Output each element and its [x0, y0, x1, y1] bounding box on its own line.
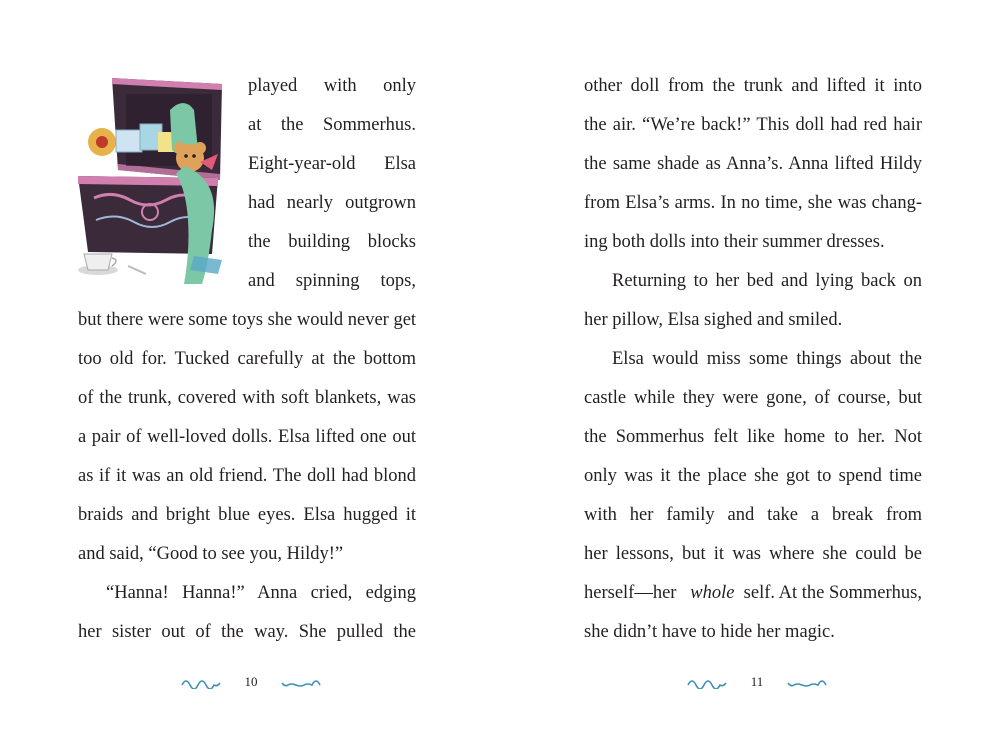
text-line: the Sommerhus felt like home to her. Not	[584, 427, 922, 447]
text-line: played with only	[248, 76, 416, 96]
left-page	[78, 0, 416, 735]
text-line: only was it the place she got to spend time	[584, 466, 922, 486]
text-line: with her family and take a break from	[584, 505, 922, 525]
text-line: she didn’t have to hide her magic.	[584, 622, 835, 642]
text-line: the building blocks	[248, 232, 416, 252]
text-line: and said, “Good to see you, Hildy!”	[78, 544, 344, 564]
text-line: of the trunk, covered with soft blankets, was	[78, 388, 416, 408]
text-line: and spinning tops,	[248, 271, 416, 291]
page-number: 10	[244, 674, 258, 689]
text-line: ing both dolls into their summer dresses.	[584, 232, 885, 252]
text-line: too old for. Tucked carefully at the bottom	[78, 349, 416, 369]
text-line: braids and bright blue eyes. Elsa hugged it	[78, 505, 416, 525]
flourish-left-icon	[181, 675, 221, 689]
text-line: the air. “We’re back!” This doll had red hair	[584, 115, 922, 135]
text-line: the same shade as Anna’s. Anna lifted Hildy	[584, 154, 922, 174]
toy-trunk-illustration	[72, 70, 244, 292]
text-line: as if it was an old friend. The doll had blond	[78, 466, 416, 486]
page-footer	[687, 672, 827, 692]
text-line: had nearly outgrown	[248, 193, 416, 213]
text-line: her pillow, Elsa sighed and smiled.	[584, 310, 843, 330]
text-line: her sister out of the way. She pulled the	[78, 622, 416, 642]
page-number: 11	[750, 674, 764, 689]
text-line	[584, 581, 922, 605]
text-line: Elsa would miss some things about the	[612, 349, 922, 369]
text-line: from Elsa’s arms. In no time, she was chang-	[584, 193, 922, 213]
text-line-end: self. At the Sommerhus,	[743, 583, 922, 603]
text-line: a pair of well-loved dolls. Elsa lifted one out	[78, 427, 416, 447]
text-line: other doll from the trunk and lifted it into	[584, 76, 922, 96]
flourish-left-icon	[687, 675, 727, 689]
text-line: Eight-year-old Elsa	[248, 154, 416, 174]
text-line: “Hanna! Hanna!” Anna cried, edging	[106, 583, 416, 603]
text-line: at the Sommerhus.	[248, 115, 416, 135]
text-line: but there were some toys she would never get	[78, 310, 417, 330]
text-line: Returning to her bed and lying back on	[612, 271, 922, 291]
emphasis-word: whole	[690, 583, 735, 603]
flourish-right-icon	[281, 675, 321, 689]
text-line: her lessons, but it was where she could be	[584, 544, 922, 564]
right-page	[584, 0, 922, 735]
text-line-start: herself—her	[584, 583, 682, 603]
flourish-right-icon	[787, 675, 827, 689]
page-footer	[181, 672, 321, 692]
text-line: castle while they were gone, of course, but	[584, 388, 922, 408]
